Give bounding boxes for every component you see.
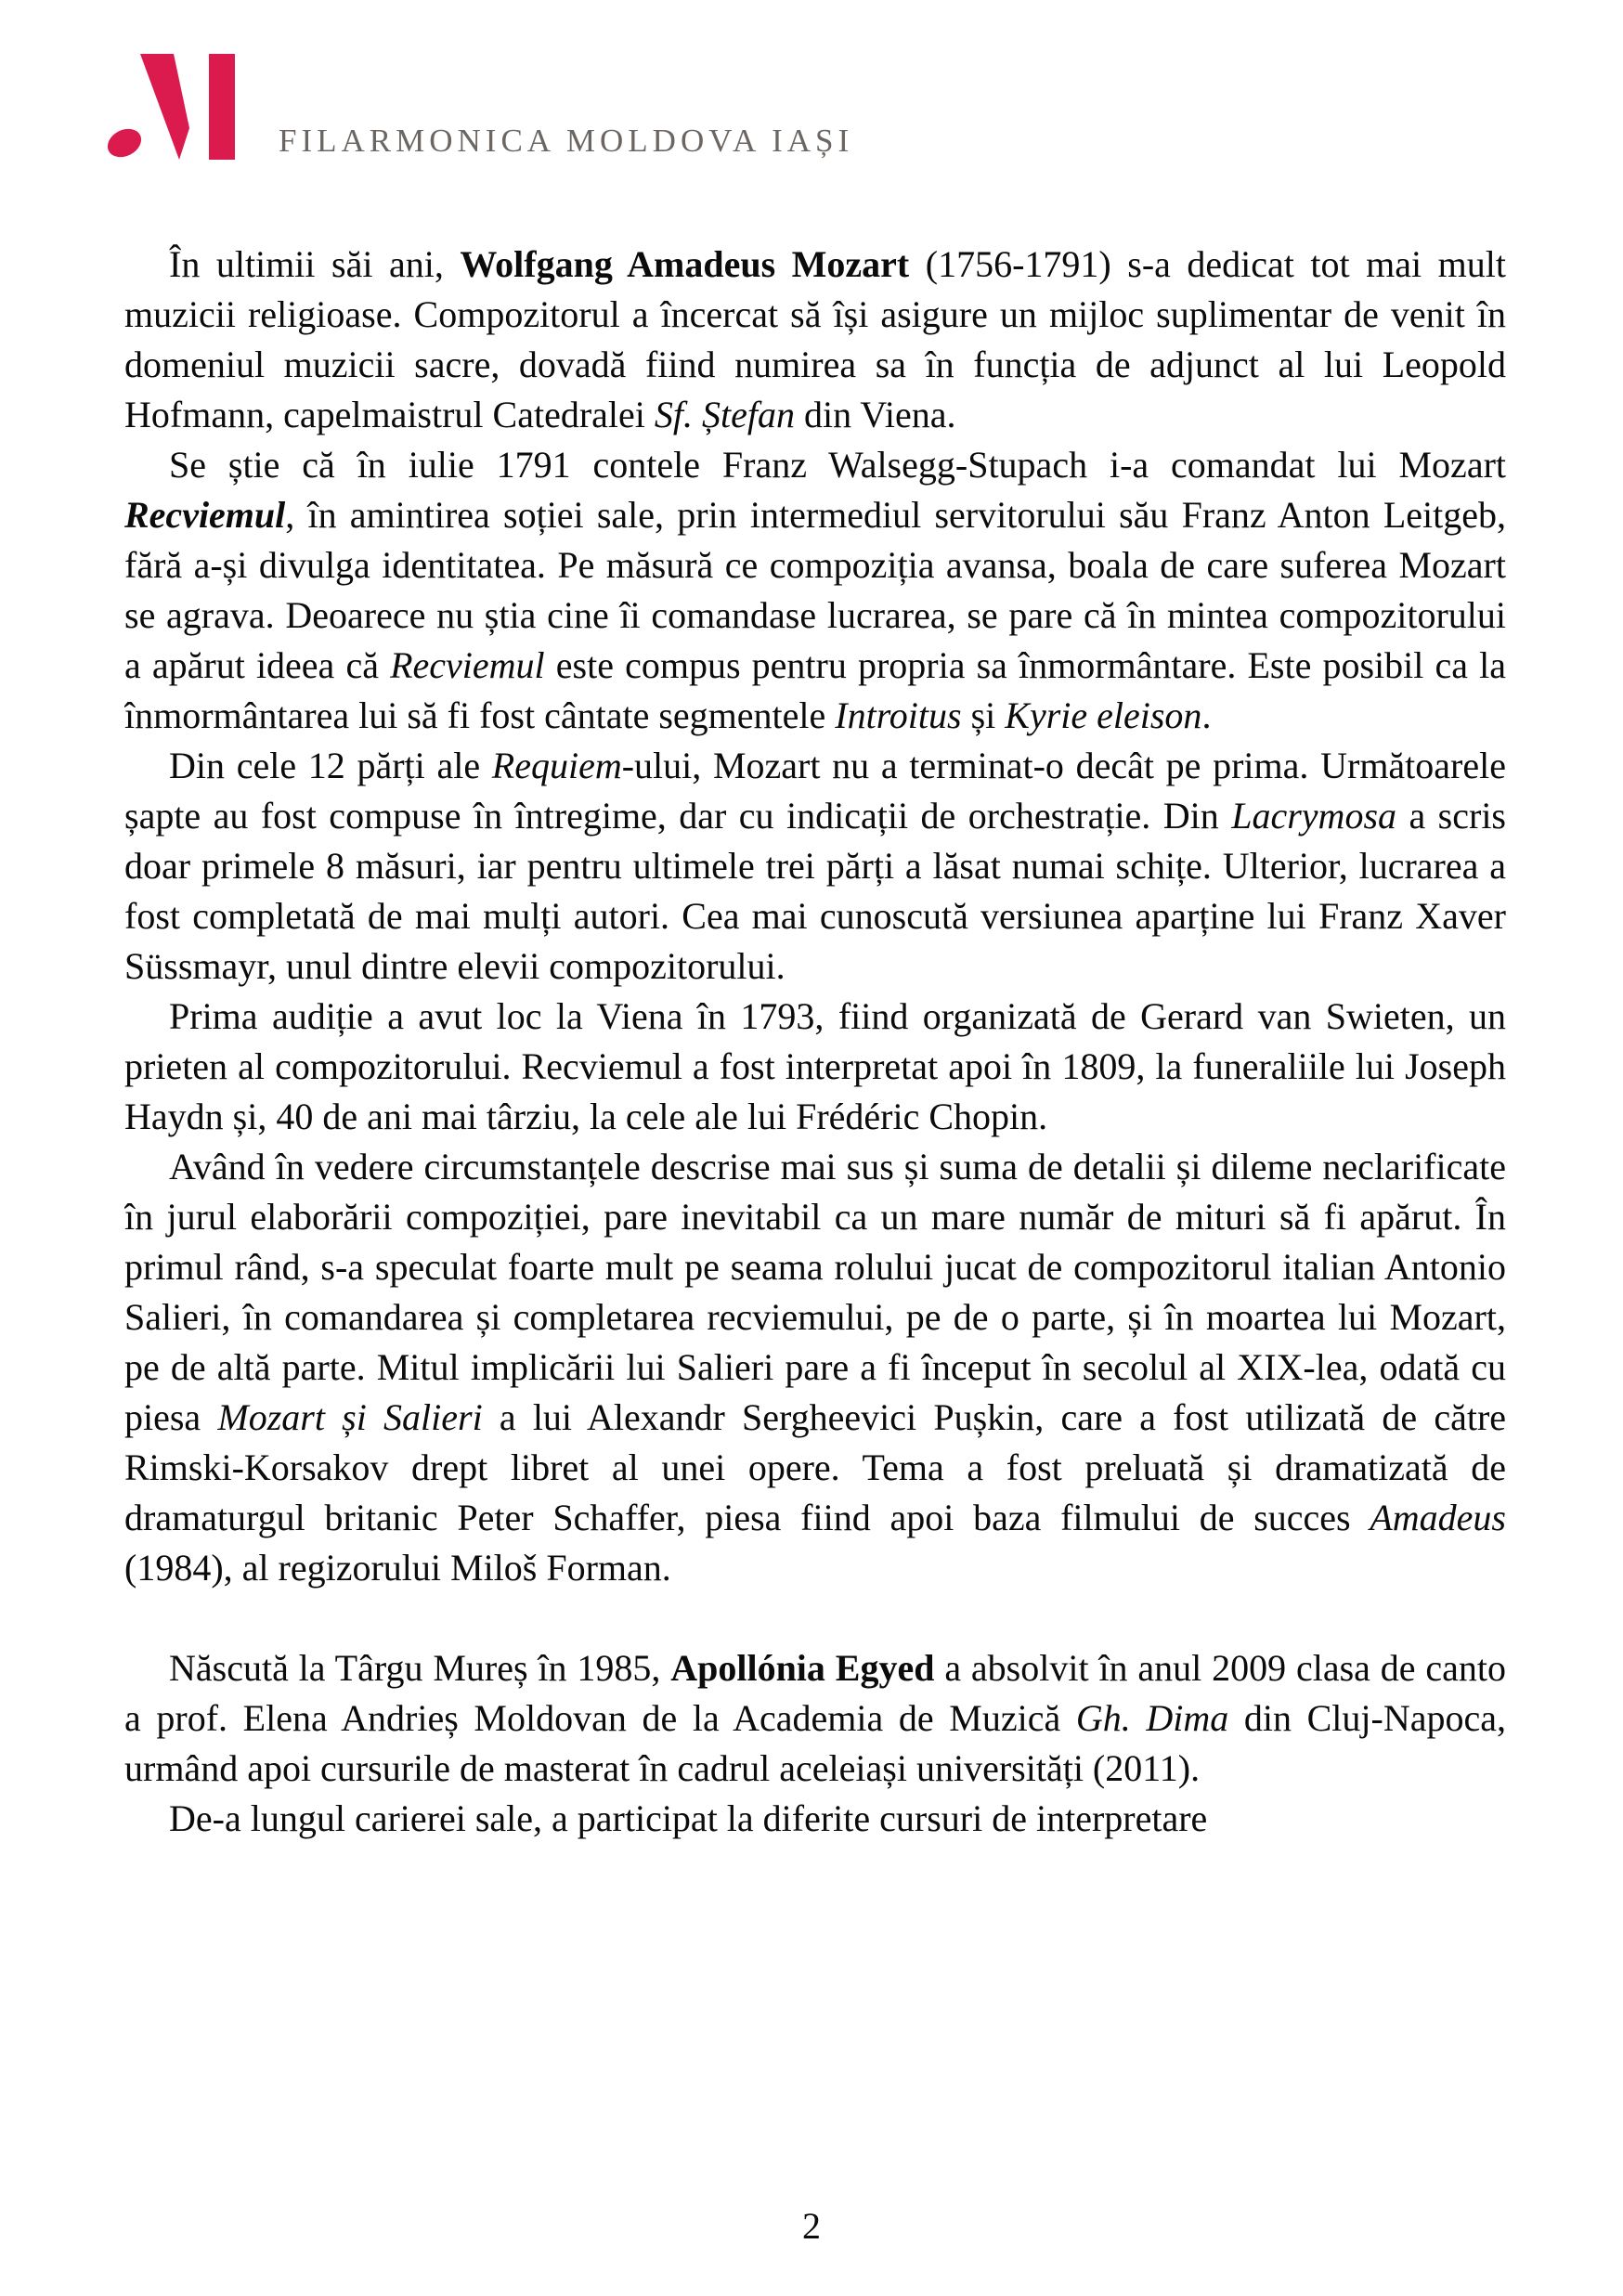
text-run: Având în vedere circumstanțele descrise mai sus și suma de detalii și dileme neclarificate în jurul elaborării compoziției, pare inevitabil ca un mare număr de mituri să fi apărut. În primul rând, s-a speculat foarte mult pe seama rolului jucat de compozitorul italian Antonio Salieri, în comandarea și completarea recviemului, pe de o parte, și în moartea lui Mozart, pe de altă parte. Mitul implicării lui Salieri pare a fi început în secolul al XIX-lea, odată cu piesa [124, 1146, 1506, 1438]
text-run: a absolvit în anul 2009 clasa de canto a prof. Elena Andrieș Moldovan de la Academia de Muzică [124, 1647, 1506, 1739]
paragraph-egyed-bio [124, 1643, 1506, 1794]
paragraph-mozart-intro [124, 240, 1506, 440]
text-run: din Viena. [795, 394, 956, 435]
text-run: Din cele 12 părți ale [169, 745, 492, 786]
page-body [124, 240, 1506, 2180]
paragraph-twelve-parts [124, 741, 1506, 992]
text-run: Kyrie eleison [1005, 694, 1202, 736]
text-run: din Cluj-Napoca, urmând apoi cursurile de masterat în cadrul aceleiași universități (2011). [124, 1697, 1506, 1789]
paragraph-premiere [124, 992, 1506, 1142]
text-run: Wolfgang Amadeus Mozart [460, 243, 910, 285]
text-run: Născută la Târgu Mureș în 1985, [169, 1647, 671, 1689]
paragraph-myths-salieri [124, 1142, 1506, 1593]
text-run: -ului, Mozart nu a terminat-o decât pe prima. Următoarele șapte au fost compuse în întregime, dar cu indicații de orchestrație. Din [124, 745, 1506, 837]
paragraph-career [124, 1794, 1506, 1844]
filarmonica-m-logo-icon [104, 48, 243, 169]
text-run: Sf. Ștefan [654, 394, 795, 435]
text-run: Gh. Dima [1075, 1697, 1229, 1739]
page-number: 2 [802, 2205, 821, 2247]
brand-name: FILARMONICA MOLDOVA IAȘI [279, 123, 854, 159]
text-run: Requiem [491, 745, 622, 786]
text-run: În ultimii săi ani, [169, 243, 461, 285]
text-run: Amadeus [1370, 1497, 1506, 1538]
text-run: Introitus [835, 694, 962, 736]
text-run: De-a lungul carierei sale, a participat la diferite cursuri de interpretare [169, 1797, 1208, 1839]
text-run: a scris doar primele 8 măsuri, iar pentru ultimele trei părți a lăsat numai schițe. Ulterior, lucrarea a fost completată de mai mulți autori. Cea mai cunoscută versiunea aparține lui Franz Xaver Süssmayr, unul dintre elevii compozitorului. [124, 795, 1506, 987]
text-run: Se știe că în iulie 1791 contele Franz Walsegg-Stupach i-a comandat lui Mozart [169, 444, 1506, 486]
text-run: . [1201, 694, 1212, 736]
text-run: (1984), al regizorului Miloš Forman. [124, 1547, 671, 1589]
text-run: , în amintirea soției sale, prin intermediul servitorului său Franz Anton Leitgeb, fără a-și divulga identitatea. Pe măsură ce compoziția avansa, boala de care suferea Mozart se agrava. Deoarece nu știa cine îi comandase lucrarea, se pare că în mintea compozitorului a apărut ideea că [124, 494, 1506, 686]
text-run: Apollónia Egyed [670, 1647, 935, 1689]
masthead [0, 0, 1623, 195]
text-run: Recviemul [390, 644, 545, 686]
text-run: (1756-1791) s-a dedicat tot mai mult muzicii religioase. Compozitorul a încercat să își asigure un mijloc suplimentar de venit în domeniul muzicii sacre, dovadă fiind numirea sa în funcția de adjunct al lui Leopold Hofmann, capelmaistrul Catedralei [124, 243, 1506, 435]
paragraph-requiem-commission [124, 440, 1506, 741]
text-run: Mozart și Salieri [217, 1396, 483, 1438]
text-run: și [961, 694, 1006, 736]
text-run: Prima audiție a avut loc la Viena în 1793, fiind organizată de Gerard van Swieten, un prieten al compozitorului. Recviemul a fost interpretat apoi în 1809, la funeraliile lui Joseph Haydn și, 40 de ani mai târziu, la cele ale lui Frédéric Chopin. [124, 995, 1506, 1137]
text-run: a lui Alexandr Sergheevici Pușkin, care a fost utilizată de către Rimski-Korsakov drept libret al unei opere. Tema a fost preluată și dramatizată de dramaturgul britanic Peter Schaffer, piesa fiind apoi baza filmului de succes [124, 1396, 1506, 1538]
text-run: Recviemul [124, 494, 286, 536]
text-run: este compus pentru propria sa înmormântare. Este posibil ca la înmormântarea lui să fi fost cântate segmentele [124, 644, 1506, 736]
text-run: Lacrymosa [1231, 795, 1397, 837]
